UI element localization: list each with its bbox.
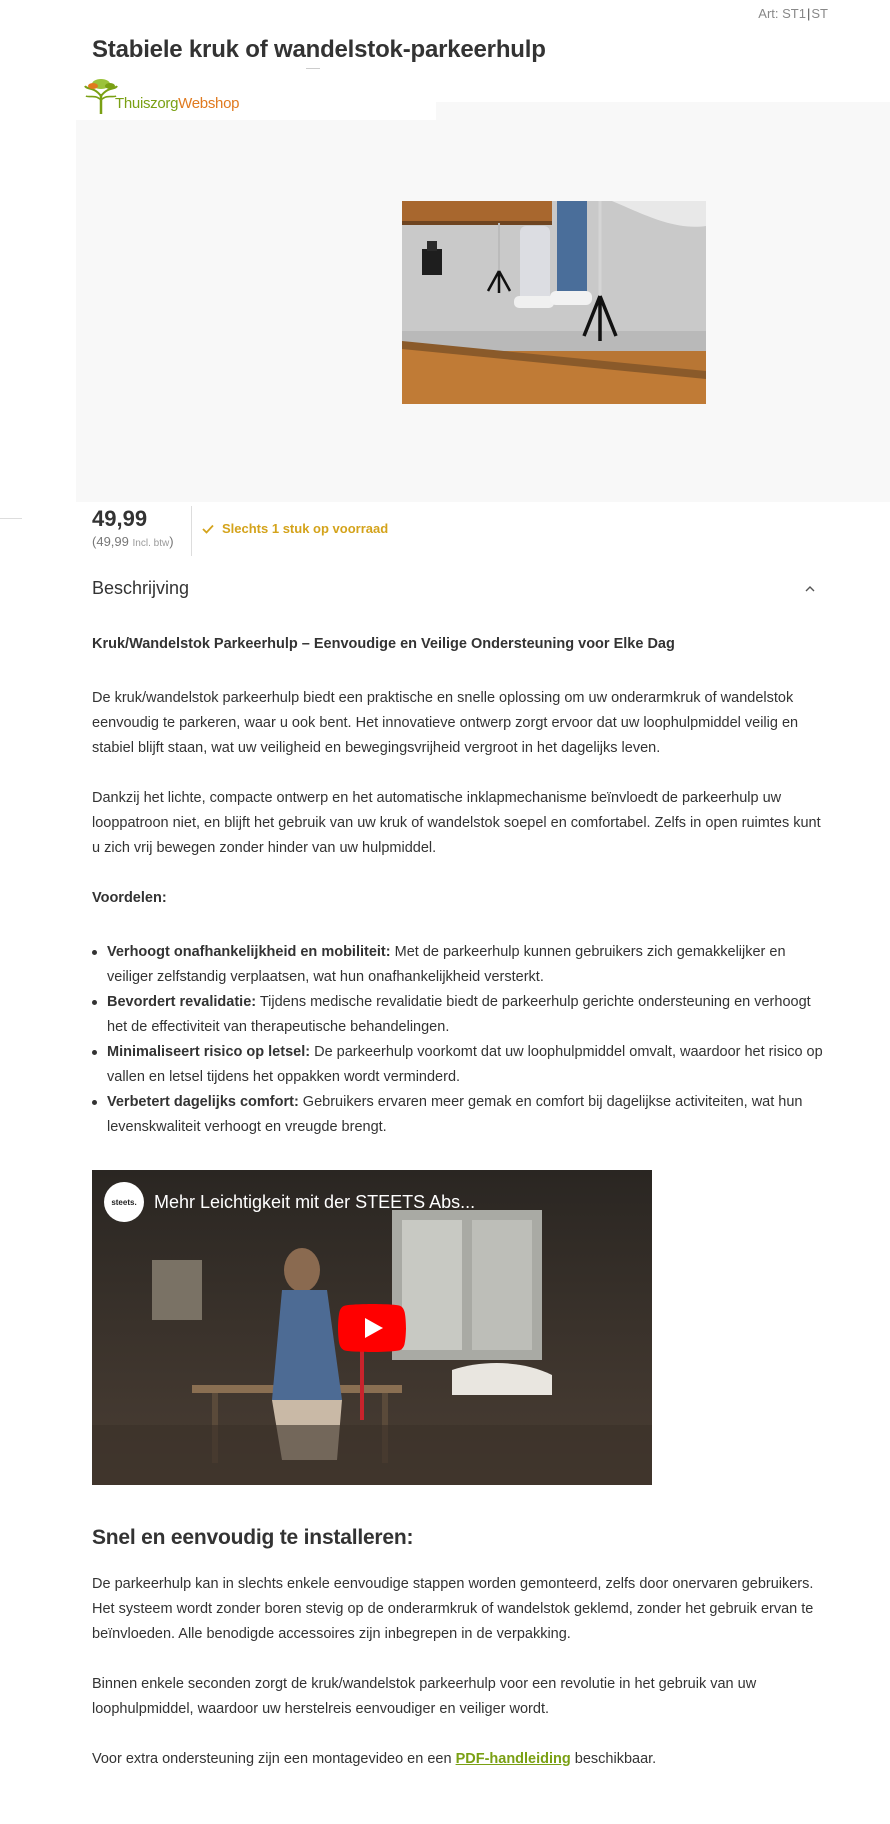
youtube-video-embed[interactable] [92, 1170, 652, 1485]
pdf-manual-link[interactable]: PDF-handleiding [455, 1751, 571, 1767]
install-heading: Snel en eenvoudig te installeren: [92, 1526, 414, 1549]
check-icon [202, 524, 214, 534]
price: 49,99 [92, 506, 148, 531]
product-photo-illustration [402, 201, 706, 404]
gallery-edge-line [0, 518, 22, 519]
advantages-title: Voordelen: [92, 890, 167, 906]
title-divider [306, 68, 320, 69]
description-paragraph-2: Dankzij het lichte, compacte ontwerp en het automatische inklapmechanisme beïnvloedt de parkeerhulp uw looppatroon niet, en blijft het gebruik van uw kruk of wandelstok soepel en comfortabel. Zelfs in open ruimtes kunt u zich vrij bewegen zonder hinder van uw hulpmiddel. [92, 790, 821, 856]
stock-text: Slechts 1 stuk op voorraad [222, 521, 389, 536]
video-title[interactable]: Mehr Leichtigkeit mit der STEETS Abs... [154, 1192, 476, 1212]
channel-avatar[interactable]: steets. [104, 1182, 144, 1222]
shop-logo [83, 76, 239, 116]
article-code: Art: ST1|ST [758, 6, 828, 21]
price-block [92, 506, 174, 549]
stock-status [202, 521, 388, 536]
description-content [92, 632, 830, 1797]
logo-tree-icon [83, 76, 119, 116]
install-paragraph-2: Binnen enkele seconden zorgt de kruk/wandelstok parkeerhulp voor een revolutie in het gebruik van uw loophulpmiddel, waardoor uw herstelreis eenvoudiger en veiliger wordt. [92, 1676, 757, 1717]
product-title: Stabiele kruk of wandelstok-parkeerhulp [92, 36, 546, 63]
install-paragraph-3: Voor extra ondersteuning zijn een montagevideo en een PDF-handleiding beschikbaar. [92, 1751, 657, 1767]
list-item: Verbetert dagelijks comfort: Gebruikers ervaren meer gemak en comfort bij dagelijkse activiteiten, wat hun levenskwaliteit verhoogt en vreugde brengt. [92, 1090, 830, 1140]
description-accordion-header[interactable] [92, 578, 818, 599]
description-paragraph-1: De kruk/wandelstok parkeerhulp biedt een praktische en snelle oplossing om uw onderarmkruk of wandelstok eenvoudig te parkeren, waar u ook bent. Het innovatieve ontwerp zorgt ervoor dat uw loophulpmiddel veilig en stabiel blijft staan, wat uw veiligheid en bewegingsvrijheid vergroot in het dagelijks leven. [92, 690, 799, 756]
price-incl-btw: (49,99 Incl. btw) [92, 534, 174, 549]
install-paragraph-1: De parkeerhulp kan in slechts enkele eenvoudige stappen worden gemonteerd, zelfs door onervaren gebruikers. Het systeem wordt zonder boren stevig op de onderarmkruk of wandelstok geklemd, zonder het gebruik ervan te beïnvloeden. Alle benodigde accessoires zijn inbegrepen in de verpakking. [92, 1576, 814, 1642]
price-divider [191, 506, 192, 556]
list-item: Verhoogt onafhankelijkheid en mobiliteit: Met de parkeerhulp kunnen gebruikers zich gemakkelijker en veiliger zelfstandig verplaatsen, wat hun onafhankelijkheid versterkt. [92, 940, 830, 990]
description-heading: Beschrijving [92, 578, 190, 598]
logo-text-part2: Webshop [178, 95, 240, 112]
article-code-separator: | [806, 6, 811, 21]
advantages-list [92, 940, 830, 1140]
list-item: Bevordert revalidatie: Tijdens medische revalidatie biedt de parkeerhulp gerichte ondersteuning en verhoogt het de effectiviteit van therapeutische behandelingen. [92, 990, 830, 1040]
product-image[interactable] [402, 201, 706, 404]
description-lead: Kruk/Wandelstok Parkeerhulp – Eenvoudige en Veilige Ondersteuning voor Elke Dag [92, 636, 675, 652]
list-item: Minimaliseert risico op letsel: De parkeerhulp voorkomt dat uw loophulpmiddel omvalt, waardoor het risico op vallen en letsel tijdens het oppakken wordt verminderd. [92, 1040, 830, 1090]
chevron-up-icon[interactable] [802, 581, 818, 597]
play-button-icon[interactable] [338, 1304, 406, 1352]
logo-text-part1: Thuiszorg [115, 95, 179, 112]
